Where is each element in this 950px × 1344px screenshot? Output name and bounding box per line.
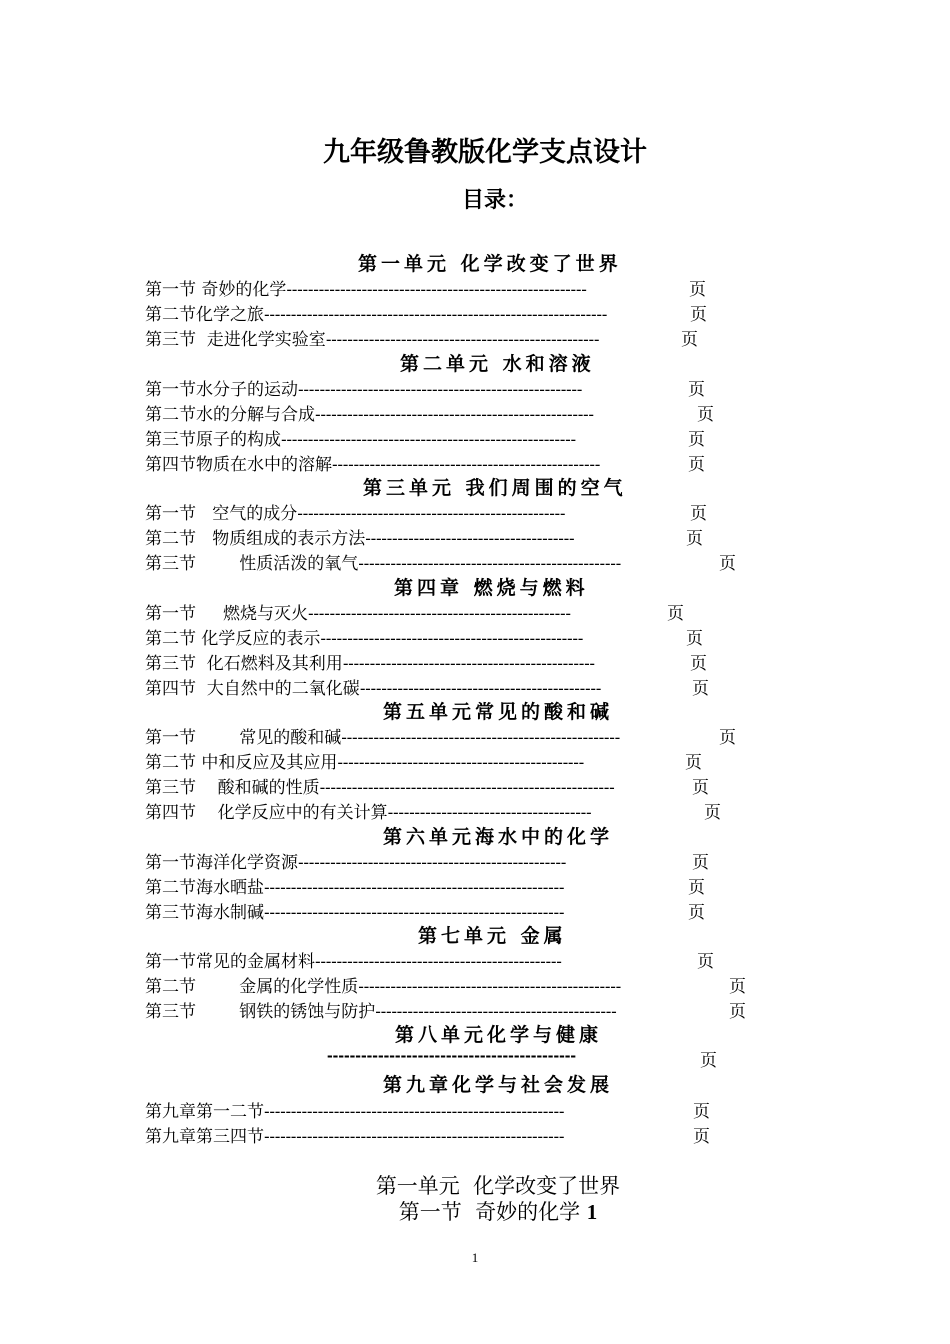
toc-entry[interactable] <box>145 524 574 549</box>
entry-label: 第二节化学之旅 <box>145 305 264 325</box>
toc-entry[interactable] <box>145 1122 564 1147</box>
toc-entry[interactable] <box>145 1097 564 1122</box>
toc-entry[interactable] <box>145 972 621 997</box>
content-section-number: 1 <box>586 1200 598 1224</box>
toc-entry[interactable] <box>145 499 565 524</box>
entry-leader: -------------------------------------- <box>387 803 592 822</box>
content-section-title: 第一节 奇妙的化学 <box>398 1200 581 1224</box>
entry-label: 第二节水的分解与合成 <box>145 405 315 425</box>
toc-entry[interactable] <box>145 450 600 475</box>
entry-leader: ------------------------------------------------- <box>358 977 621 996</box>
toc-entry[interactable] <box>145 848 566 873</box>
unit-heading-3: 第三单元 我们周围的空气 <box>363 477 627 499</box>
toc-heading: 目录： <box>461 188 528 213</box>
entry-label: 第四节物质在水中的溶解 <box>145 455 332 475</box>
entry-leader: --------------------------------------------------- <box>325 330 600 349</box>
toc-entry[interactable] <box>145 898 564 923</box>
document-title: 九年级鲁教版化学支点设计 <box>323 137 647 168</box>
entry-leader: --------------------------------------- <box>365 529 575 548</box>
entry-leader: ------------------------------------------------- <box>358 554 621 573</box>
entry-label: 第三节 性质活泼的氧气 <box>145 554 359 574</box>
entry-leader: ------------------------------------------------------- <box>319 778 615 797</box>
entry-leader: -------------------------------------------------------- <box>286 280 587 299</box>
entry-leader: --------------------------------------------- <box>359 679 602 698</box>
entry-label: 第一节 常见的酸和碱 <box>145 728 342 748</box>
entry-label: 第一节 奇妙的化学 <box>145 280 287 300</box>
entry-page-label: 页 <box>704 803 721 823</box>
entry-page-label: 页 <box>667 604 684 624</box>
toc-entry[interactable] <box>145 873 564 898</box>
entry-page-label: 页 <box>729 977 746 997</box>
toc-entry[interactable] <box>145 947 562 972</box>
entry-page-label: 页 <box>693 1102 710 1122</box>
entry-leader: ---------------------------------------------------------------- <box>264 305 608 324</box>
entry-label: 第二节海水晒盐 <box>145 878 264 898</box>
entry-page-label: 页 <box>686 529 703 549</box>
unit-8-leader: -------------------------------------------- <box>327 1046 577 1065</box>
entry-label: 第二节 金属的化学性质 <box>145 977 359 997</box>
entry-label: 第一节水分子的运动 <box>145 380 298 400</box>
toc-entry[interactable] <box>145 300 607 325</box>
entry-leader: -------------------------------------------------------- <box>264 1127 565 1146</box>
unit-heading-9: 第九章化学与社会发展 <box>383 1074 614 1096</box>
entry-page-label: 页 <box>719 728 736 748</box>
entry-label: 第一节 燃烧与灭火 <box>145 604 309 624</box>
toc-entry[interactable] <box>145 649 595 674</box>
entry-leader: -------------------------------------------------- <box>332 455 601 474</box>
entry-leader: ---------------------------------------------- <box>337 753 585 772</box>
entry-label: 第一节常见的金属材料 <box>145 952 315 972</box>
entry-page-label: 页 <box>697 405 714 425</box>
toc-entry[interactable] <box>145 624 583 649</box>
entry-page-label: 页 <box>688 455 705 475</box>
toc-entry[interactable] <box>145 400 594 425</box>
entry-page-label: 页 <box>729 1002 746 1022</box>
entry-page-label: 页 <box>692 679 709 699</box>
entry-label: 第九章第一二节 <box>145 1102 264 1122</box>
entry-page-label: 页 <box>690 504 707 524</box>
entry-leader: -------------------------------------------------- <box>298 853 567 872</box>
unit-heading-4: 第四章 燃烧与燃料 <box>394 577 589 599</box>
entry-label: 第二节 物质组成的表示方法 <box>145 529 366 549</box>
entry-label: 第三节 走进化学实验室 <box>145 330 326 350</box>
content-unit-title: 第一单元 化学改变了世界 <box>375 1174 621 1198</box>
entry-leader: ----------------------------------------------- <box>342 654 595 673</box>
entry-label: 第三节 钢铁的锈蚀与防护 <box>145 1002 376 1022</box>
entry-leader: ------------------------------------------------- <box>308 604 571 623</box>
unit-heading-1: 第一单元 化学改变了世界 <box>358 253 622 275</box>
entry-label: 第三节原子的构成 <box>145 430 281 450</box>
toc-entry[interactable] <box>145 674 601 699</box>
entry-label: 第四节 化学反应中的有关计算 <box>145 803 388 823</box>
toc-entry[interactable] <box>145 549 621 574</box>
entry-page-label: 页 <box>689 280 706 300</box>
entry-leader: --------------------------------------------- <box>375 1002 617 1021</box>
entry-leader: -------------------------------------------------------- <box>264 903 565 922</box>
entry-page-label: 页 <box>697 952 714 972</box>
entry-page-label: 页 <box>685 753 702 773</box>
entry-page-label: 页 <box>688 903 705 923</box>
toc-entry[interactable] <box>145 748 584 773</box>
entry-label: 第一节 空气的成分 <box>145 504 298 524</box>
toc-entry[interactable] <box>145 723 620 748</box>
entry-leader: -------------------------------------------------- <box>297 504 566 523</box>
entry-page-label: 页 <box>693 1127 710 1147</box>
toc-entry[interactable] <box>145 599 571 624</box>
entry-page-label: 页 <box>688 430 705 450</box>
toc-entry[interactable] <box>145 773 615 798</box>
entry-label: 第一节海洋化学资源 <box>145 853 298 873</box>
unit-heading-5: 第五单元常见的酸和碱 <box>383 701 614 723</box>
entry-page-label: 页 <box>719 554 736 574</box>
entry-label: 第三节海水制碱 <box>145 903 264 923</box>
toc-entry[interactable] <box>145 375 582 400</box>
entry-leader: ---------------------------------------------- <box>315 952 562 971</box>
entry-page-label: 页 <box>692 778 709 798</box>
page-number: 1 <box>471 1250 479 1265</box>
entry-page-label: 页 <box>690 654 707 674</box>
entry-label: 第三节 酸和碱的性质 <box>145 778 320 798</box>
entry-leader: ------------------------------------------------------- <box>281 430 576 449</box>
entry-leader: ----------------------------------------------------- <box>298 380 583 399</box>
entry-page-label: 页 <box>681 330 698 350</box>
entry-page-label: 页 <box>690 305 707 325</box>
content-section-heading <box>0 1196 950 1226</box>
toc-entry[interactable] <box>145 997 617 1022</box>
entry-leader: ---------------------------------------------------- <box>315 405 594 424</box>
entry-leader: ------------------------------------------------- <box>320 629 584 648</box>
entry-label: 第二节 中和反应及其应用 <box>145 753 338 773</box>
entry-leader: -------------------------------------------------------- <box>264 878 565 897</box>
entry-label: 第三节 化石燃料及其利用 <box>145 654 343 674</box>
entry-label: 第二节 化学反应的表示 <box>145 629 321 649</box>
entry-label: 第四节 大自然中的二氧化碳 <box>145 679 360 699</box>
entry-leader: -------------------------------------------------------- <box>264 1102 565 1121</box>
toc-entry[interactable] <box>145 425 576 450</box>
toc-entry[interactable] <box>145 798 591 823</box>
entry-leader: ---------------------------------------------------- <box>341 728 621 747</box>
toc-entry[interactable] <box>145 325 599 350</box>
unit-8-page-label: 页 <box>700 1051 717 1071</box>
toc-entry[interactable] <box>145 275 587 300</box>
unit-heading-6: 第六单元海水中的化学 <box>383 826 614 848</box>
entry-page-label: 页 <box>686 629 703 649</box>
entry-page-label: 页 <box>692 853 709 873</box>
entry-page-label: 页 <box>688 380 705 400</box>
unit-heading-7: 第七单元 金属 <box>418 925 567 947</box>
entry-page-label: 页 <box>688 878 705 898</box>
unit-heading-8: 第八单元化学与健康 <box>395 1024 603 1046</box>
entry-label: 第九章第三四节 <box>145 1127 264 1147</box>
unit-heading-2: 第二单元 水和溶液 <box>400 353 595 375</box>
